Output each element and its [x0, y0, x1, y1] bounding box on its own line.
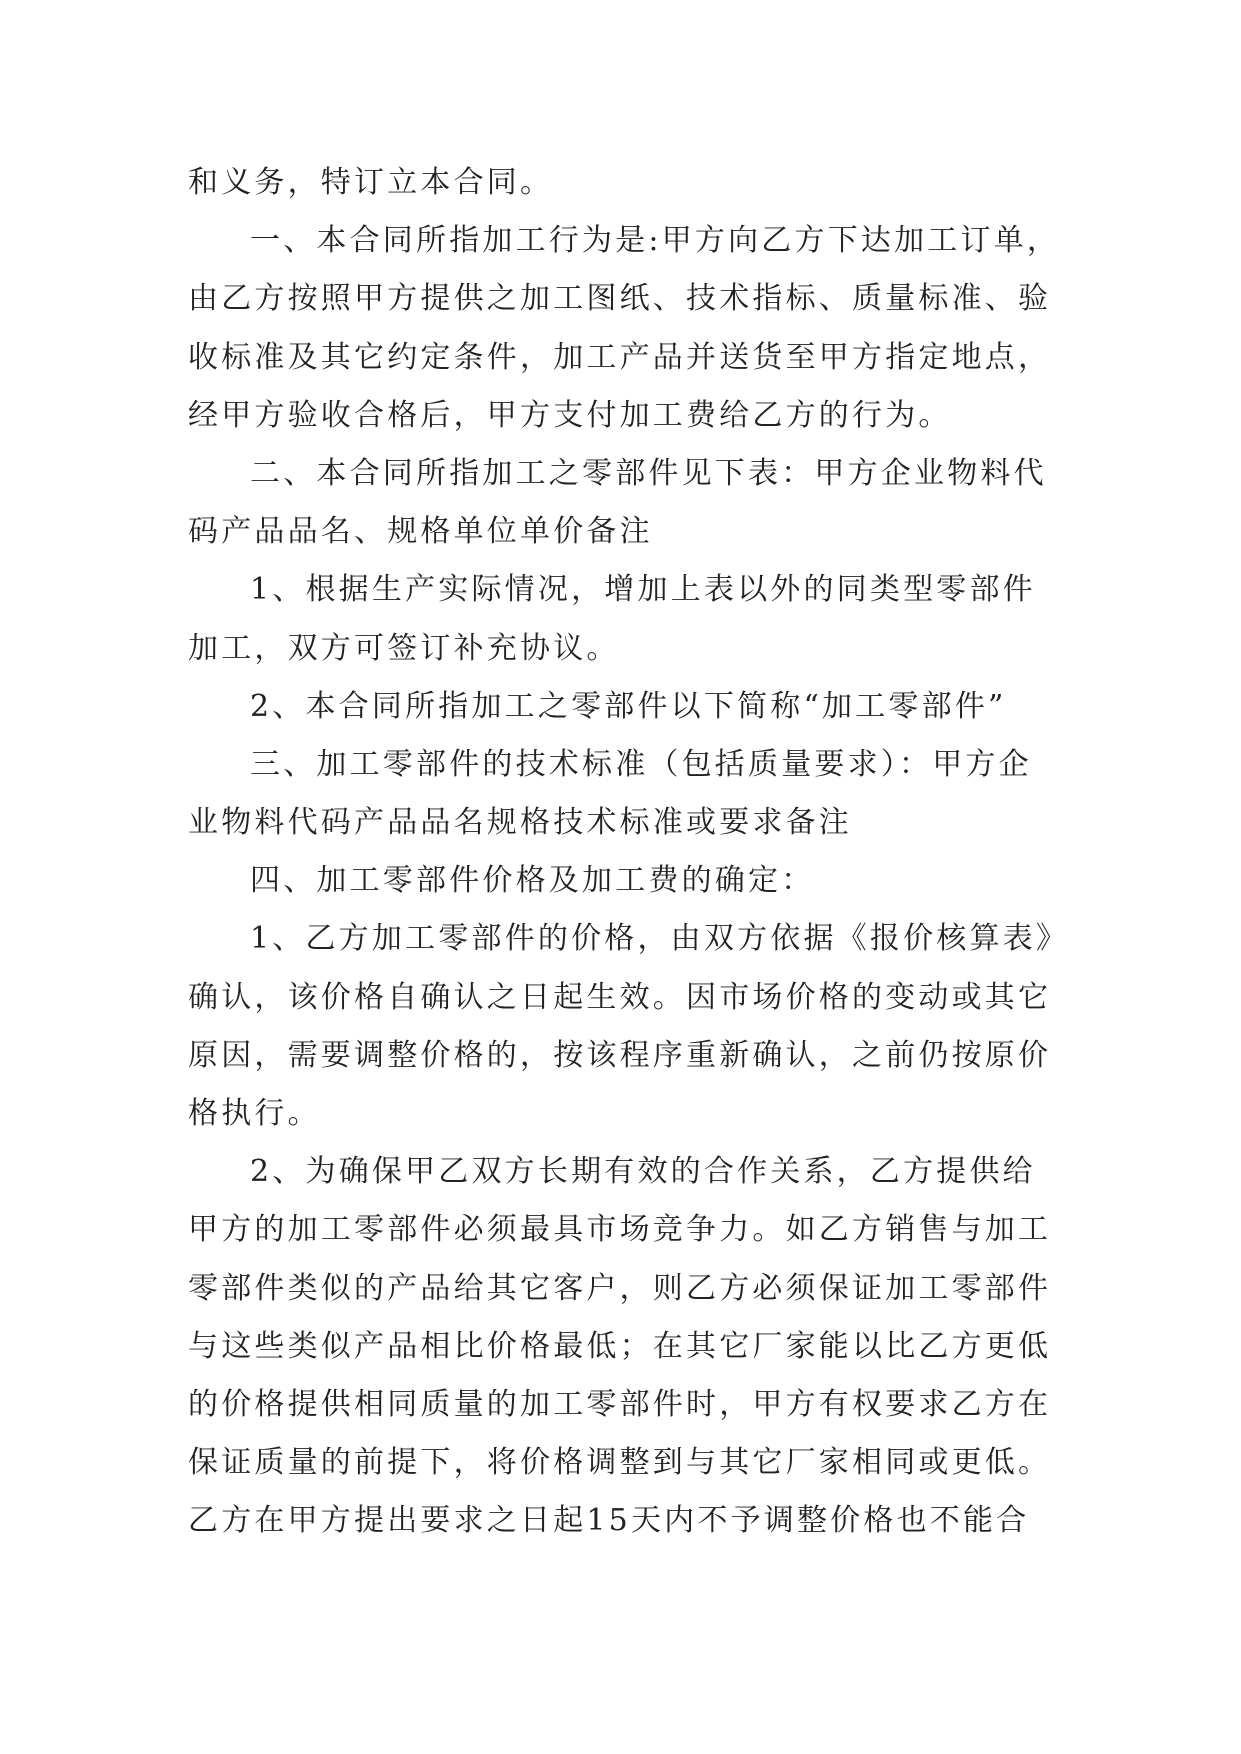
text-line: 确认，该价格自确认之日起生效。因市场价格的变动或其它: [188, 979, 1052, 1015]
text-line: 收标准及其它约定条件，加工产品并送货至甲方指定地点，: [188, 339, 1052, 375]
text-line: 经甲方验收合格后，甲方支付加工费给乙方的行为。: [188, 397, 952, 433]
text-line: 由乙方按照甲方提供之加工图纸、技术指标、质量标准、验: [188, 281, 1052, 317]
contract-text: [188, 154, 1070, 1551]
text-line: 四、加工零部件价格及加工费的确定：: [250, 863, 815, 899]
text-line: 一、本合同所指加工行为是:甲方向乙方下达加工订单，: [250, 223, 1061, 259]
text-line: 格执行。: [188, 1096, 321, 1131]
text-line: 的价格提供相同质量的加工零部件时，甲方有权要求乙方在: [188, 1386, 1052, 1422]
text-line: 与这些类似产品相比价格最低；在其它厂家能以比乙方更低: [188, 1328, 1052, 1364]
text-line: 2、本合同所指加工之零部件以下简称“加工零部件”: [250, 688, 1007, 724]
text-line: 业物料代码产品品名规格技术标准或要求备注: [188, 805, 852, 841]
text-line: 甲方的加工零部件必须最具市场竞争力。如乙方销售与加工: [188, 1212, 1052, 1248]
text-line: 和义务，特订立本合同。: [188, 165, 554, 200]
text-line: 1、乙方加工零部件的价格，由双方依据《报价核算表》: [250, 921, 1070, 957]
text-line: 二、本合同所指加工之零部件见下表：甲方企业物料代: [250, 455, 1047, 491]
text-line: 加工，双方可签订补充协议。: [188, 630, 620, 666]
text-line: 1、根据生产实际情况，增加上表以外的同类型零部件: [250, 572, 1036, 608]
text-line: 乙方在甲方提出要求之日起15天内不予调整价格也不能合: [188, 1503, 1030, 1539]
text-line: 保证质量的前提下，将价格调整到与其它厂家相同或更低。: [188, 1445, 1052, 1481]
text-line: 零部件类似的产品给其它客户，则乙方必须保证加工零部件: [188, 1270, 1052, 1306]
text-line: 2、为确保甲乙双方长期有效的合作关系，乙方提供给: [250, 1154, 1036, 1190]
text-line: 码产品品名、规格单位单价备注: [188, 514, 653, 550]
text-line: 三、加工零部件的技术标准（包括质量要求）：甲方企: [250, 746, 1032, 782]
text-line: 原因，需要调整价格的，按该程序重新确认，之前仍按原价: [188, 1037, 1052, 1073]
